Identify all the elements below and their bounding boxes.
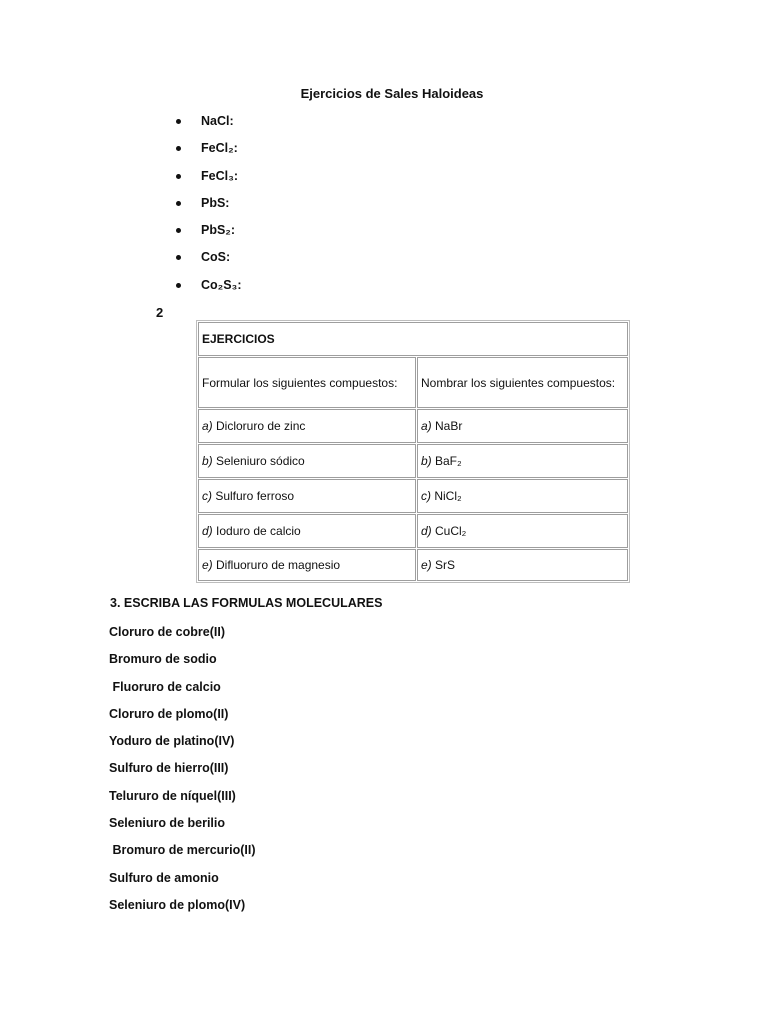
section-heading: 3. ESCRIBA LAS FORMULAS MOLECULARES — [110, 596, 383, 610]
bullet-icon — [176, 255, 181, 260]
list-item: Bromuro de sodio — [109, 652, 217, 667]
bullet-icon — [176, 174, 181, 179]
table-cell — [417, 514, 628, 548]
formula-label: PbS₂: — [201, 223, 236, 238]
exercises-table — [196, 320, 630, 583]
list-item: Cloruro de plomo(II) — [109, 706, 229, 721]
compound-list — [109, 624, 256, 924]
item-text: BaF₂ — [431, 454, 462, 468]
formula-label: PbS: — [201, 195, 230, 210]
item-text: CuCl₂ — [431, 524, 467, 538]
item-letter: b) — [202, 454, 213, 468]
list-item: Yoduro de platino(IV) — [109, 734, 235, 749]
formula-label: NaCl: — [201, 114, 234, 128]
item-letter: c) — [202, 489, 212, 503]
list-item: Seleniuro de plomo(IV) — [109, 897, 246, 912]
col1-heading: Formular los siguientes compuestos: — [198, 357, 416, 408]
table-row — [198, 444, 628, 478]
item-letter: a) — [421, 419, 432, 433]
col2-heading: Nombrar los siguientes compuestos: — [417, 357, 628, 408]
table-cell — [198, 444, 416, 478]
item-text: SrS — [431, 558, 456, 572]
list-item: Sulfuro de hierro(III) — [109, 761, 229, 776]
item-letter: d) — [421, 524, 432, 538]
table-cell — [417, 444, 628, 478]
list-item: Telururo de níquel(III) — [109, 788, 236, 803]
list-item — [176, 249, 242, 276]
table-cell — [198, 409, 416, 443]
item-letter: e) — [421, 558, 432, 572]
bullet-icon — [176, 283, 181, 288]
table-row — [198, 549, 628, 581]
list-item: Bromuro de mercurio(II) — [109, 843, 256, 858]
item-text: Seleniuro sódico — [212, 454, 305, 468]
list-item — [176, 168, 242, 195]
formula-label: FeCl₃: — [201, 168, 239, 183]
table-cell — [198, 549, 416, 581]
formula-bullet-list — [176, 113, 242, 304]
table-subheader-row — [198, 357, 628, 408]
item-text: Ioduro de calcio — [212, 524, 301, 538]
list-item — [176, 222, 242, 249]
item-letter: d) — [202, 524, 213, 538]
list-item: Sulfuro de amonio — [109, 870, 219, 885]
section-number: 2 — [156, 305, 164, 320]
table-row — [198, 479, 628, 513]
item-letter: a) — [202, 419, 213, 433]
formula-label: CoS: — [201, 250, 231, 265]
item-text: NiCl₂ — [431, 489, 462, 503]
table-cell — [417, 549, 628, 581]
table-header-cell: EJERCICIOS — [198, 322, 628, 356]
item-letter: b) — [421, 454, 432, 468]
list-item — [176, 195, 242, 222]
table-row — [198, 514, 628, 548]
bullet-icon — [176, 201, 181, 206]
formula-label: FeCl₂: — [201, 141, 238, 156]
bullet-icon — [176, 228, 181, 233]
item-text: Sulfuro ferroso — [212, 489, 295, 503]
bullet-icon — [176, 146, 181, 151]
list-item: Seleniuro de berilio — [109, 816, 225, 831]
list-item — [176, 140, 242, 167]
table-cell — [417, 409, 628, 443]
table-cell — [198, 514, 416, 548]
item-text: Dicloruro de zinc — [212, 419, 306, 433]
item-text: Difluoruro de magnesio — [212, 558, 341, 572]
table-cell — [198, 479, 416, 513]
list-item: Cloruro de cobre(II) — [109, 625, 225, 639]
list-item — [176, 277, 242, 304]
table-header-row — [198, 322, 628, 356]
item-letter: e) — [202, 558, 213, 572]
item-letter: c) — [421, 489, 431, 503]
page-title: Ejercicios de Sales Haloideas — [300, 86, 484, 101]
list-item: Fluoruro de calcio — [109, 679, 221, 694]
table-cell — [417, 479, 628, 513]
item-text: NaBr — [431, 419, 463, 433]
formula-label: Co₂S₃: — [201, 277, 242, 292]
table-row — [198, 409, 628, 443]
list-item — [176, 113, 242, 140]
bullet-icon — [176, 119, 181, 124]
